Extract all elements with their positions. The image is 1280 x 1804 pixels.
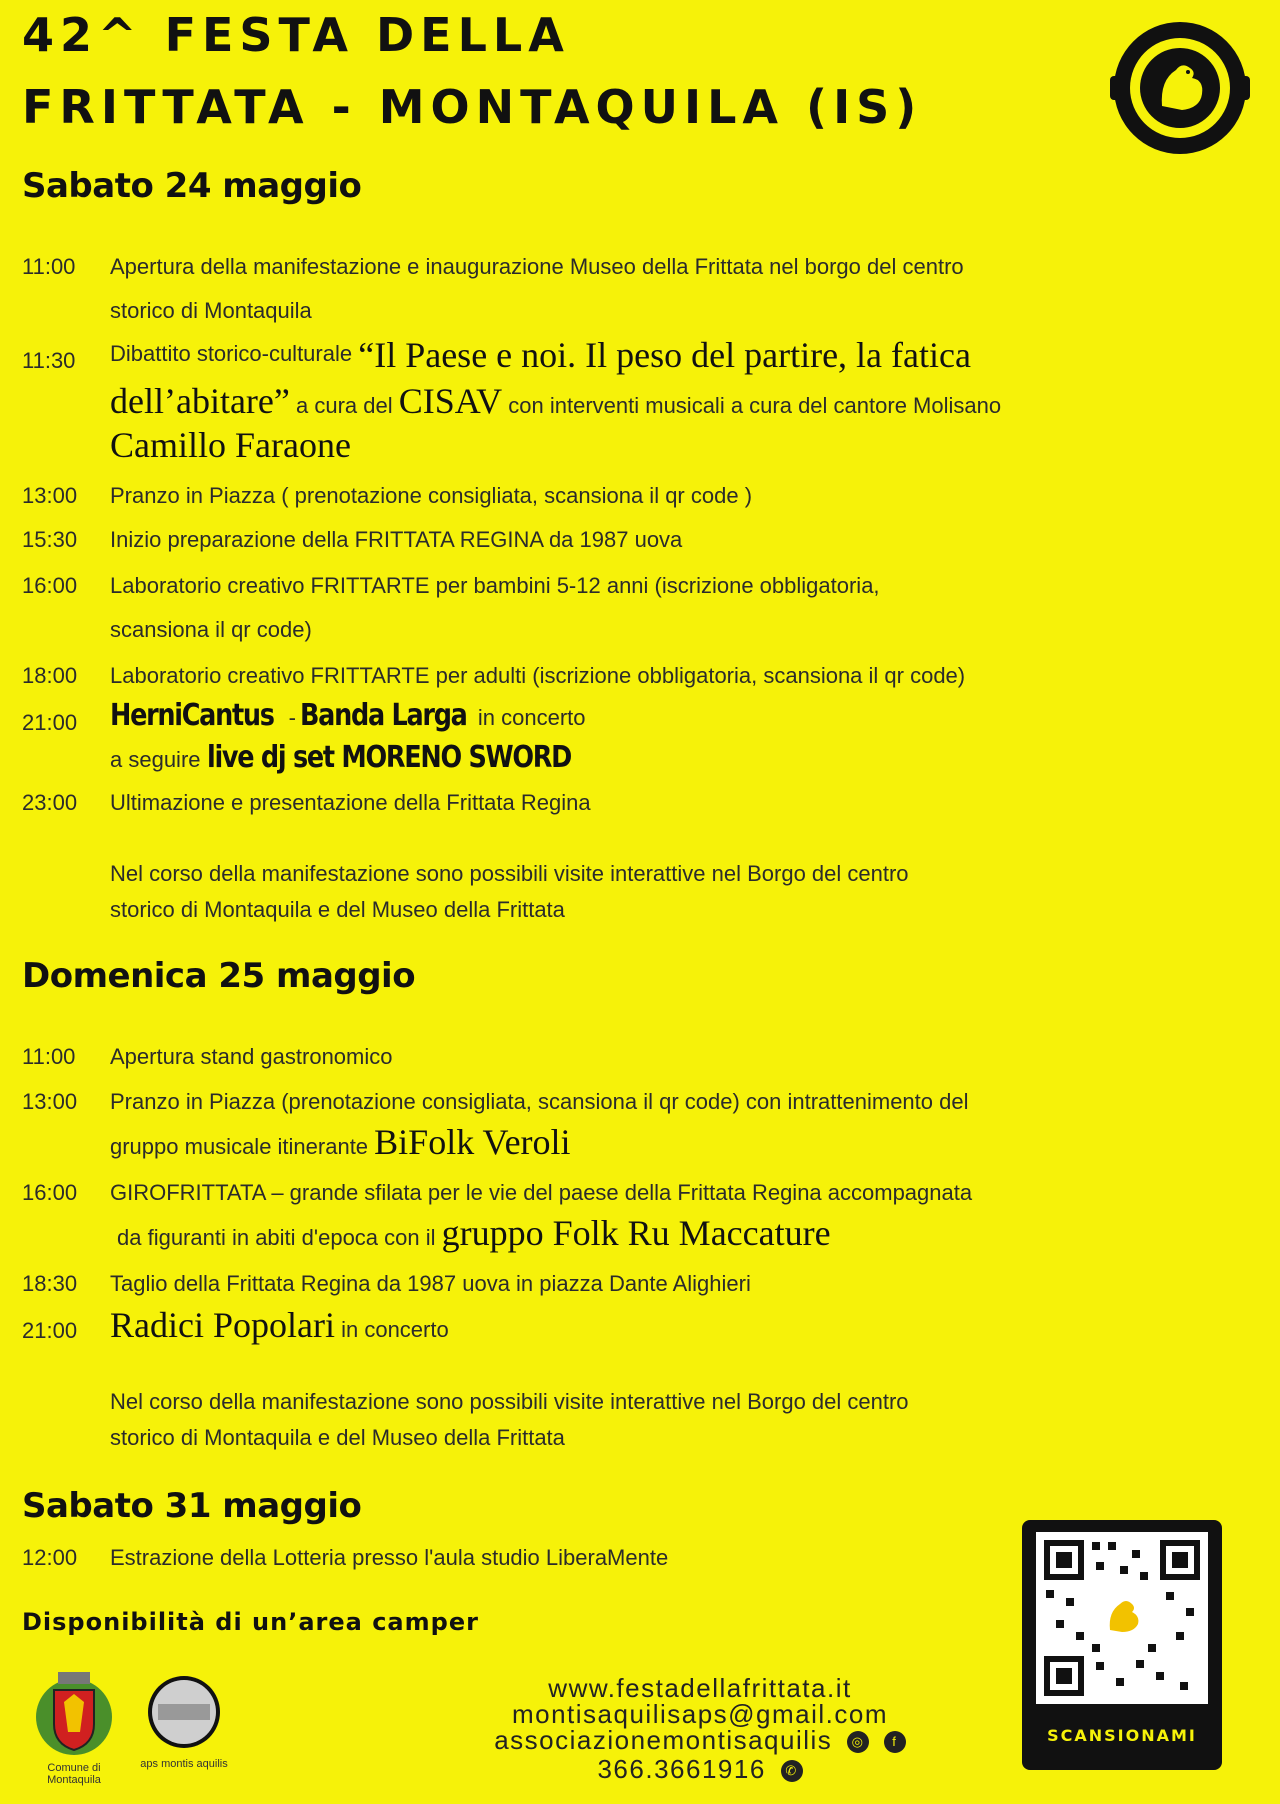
schedule-row: [22, 1304, 1262, 1352]
comune-caption: Comune di Montaquila: [47, 1762, 101, 1786]
title-line-1: 42^ FESTA DELLA: [22, 8, 570, 62]
aps-logo: [134, 1672, 234, 1770]
band-name-hernicantus: HerniCantus: [110, 698, 274, 733]
schedule-time: 11:00: [22, 1044, 76, 1069]
note-line: storico di Montaquila e del Museo della Frittata: [110, 1425, 565, 1450]
schedule-desc: Inizio preparazione della FRITTATA REGINA da 1987 uova: [110, 527, 683, 552]
band-name-banda-larga: Banda Larga: [299, 698, 467, 733]
dj-set-name: live dj set MORENO SWORD: [206, 740, 571, 775]
day-heading-saturday-31: Sabato 31 maggio: [22, 1486, 362, 1526]
schedule-desc: in concerto: [477, 705, 586, 730]
schedule-row: [22, 334, 1262, 464]
debate-title-cont: dell’abitare”: [110, 381, 290, 421]
visit-note-day2: [110, 1384, 1210, 1456]
schedule-time: 11:00: [22, 254, 76, 279]
schedule-desc: Ultimazione e presentazione della Frittata Regina: [110, 790, 591, 815]
schedule-desc: con interventi musicali a cura del cantore Molisano: [508, 393, 1002, 418]
schedule-desc: Laboratorio creativo FRITTARTE per bambini 5-12 anni (iscrizione obbligatoria,: [110, 573, 880, 598]
email-link[interactable]: montisaquilisaps@gmail.com: [511, 1699, 889, 1729]
schedule-row: [22, 254, 1262, 324]
website-link[interactable]: www.festadellafrittata.it: [548, 1673, 852, 1703]
schedule-desc: in concerto: [341, 1317, 449, 1342]
coat-of-arms-icon: [24, 1662, 124, 1762]
note-line: storico di Montaquila e del Museo della Frittata: [110, 897, 565, 922]
schedule-time: 13:00: [22, 1089, 78, 1114]
organizer-name: CISAV: [398, 381, 503, 421]
schedule-time: 16:00: [22, 1180, 78, 1205]
schedule-time: 18:00: [22, 663, 78, 688]
comune-logo: [24, 1662, 124, 1786]
schedule-desc: Taglio della Frittata Regina da 1987 uova in piazza Dante Alighieri: [110, 1271, 751, 1296]
schedule-desc: GIROFRITTATA – grande sfilata per le vie del paese della Frittata Regina accompagnata: [110, 1180, 973, 1205]
schedule-desc: Estrazione della Lotteria presso l'aula studio LiberaMente: [110, 1545, 669, 1570]
scan-me-label: SCANSIONAMI: [1047, 1726, 1197, 1745]
schedule-time: 15:30: [22, 527, 78, 552]
artist-name: BiFolk Veroli: [374, 1122, 571, 1162]
schedule-desc: Pranzo in Piazza ( prenotazione consigliata, scansiona il qr code ): [110, 483, 753, 508]
day-heading-sunday-25: Domenica 25 maggio: [22, 956, 416, 996]
schedule-time: 12:00: [22, 1545, 78, 1570]
schedule-desc-cont: scansiona il qr code): [110, 617, 312, 642]
association-badge-icon: [144, 1672, 224, 1752]
schedule-time: 23:00: [22, 790, 78, 815]
schedule-row: [22, 1180, 1262, 1260]
schedule-time: 13:00: [22, 483, 78, 508]
schedule-desc: Dibattito storico-culturale: [110, 341, 353, 366]
schedule-time: 16:00: [22, 573, 78, 598]
note-line: Nel corso della manifestazione sono possibili visite interattive nel Borgo del centro: [110, 861, 909, 886]
note-line: Nel corso della manifestazione sono possibili visite interattive nel Borgo del centro: [110, 1389, 909, 1414]
artist-name-radici-popolari: Radici Popolari: [110, 1305, 335, 1345]
schedule-desc: Laboratorio creativo FRITTARTE per adulti (iscrizione obbligatoria, scansiona il qr code): [110, 663, 966, 688]
phone-number[interactable]: [400, 1754, 1000, 1785]
schedule-desc: a cura del: [296, 393, 393, 418]
phone-text: 366.3661916: [597, 1754, 766, 1784]
schedule-row: [22, 573, 1262, 643]
schedule-time: 21:00: [22, 1318, 78, 1343]
aps-caption: aps montis aquilis: [140, 1758, 228, 1770]
visit-note-day1: [110, 856, 1210, 928]
schedule-desc: Apertura stand gastronomico: [110, 1044, 393, 1069]
schedule-row: [22, 1089, 1262, 1169]
debate-title: “Il Paese e noi. Il peso del partire, la fatica: [358, 335, 971, 375]
whatsapp-icon[interactable]: ✆: [781, 1760, 803, 1782]
title-line-2: FRITTATA - MONTAQUILA (IS): [22, 80, 923, 134]
schedule-desc: Apertura della manifestazione e inaugurazione Museo della Frittata nel borgo del centro: [110, 254, 964, 279]
schedule-desc: Pranzo in Piazza (prenotazione consigliata, scansiona il qr code) con intrattenimento del: [110, 1089, 969, 1114]
artist-name: gruppo Folk Ru Maccature: [441, 1213, 831, 1253]
schedule-time: 11:30: [22, 348, 76, 373]
schedule-time: 18:30: [22, 1271, 78, 1296]
facebook-icon[interactable]: f: [884, 1731, 906, 1753]
camper-area-notice: Disponibilità di un’area camper: [22, 1608, 479, 1636]
schedule-desc: a seguire: [110, 747, 201, 772]
schedule-desc-cont: gruppo musicale itinerante: [110, 1134, 369, 1159]
social-handle[interactable]: [420, 1725, 980, 1756]
band-separator: -: [288, 705, 296, 730]
instagram-icon[interactable]: ◎: [847, 1731, 869, 1753]
schedule-desc-cont: storico di Montaquila: [110, 298, 312, 323]
schedule-row: [22, 698, 1262, 788]
artist-name: Camillo Faraone: [110, 425, 351, 465]
schedule-desc-cont: da figuranti in abiti d'epoca con il: [117, 1225, 436, 1250]
social-handle-text: associazionemontisaquilis: [494, 1725, 833, 1755]
festival-logo: [1110, 18, 1250, 158]
qr-code-image[interactable]: [1036, 1532, 1208, 1704]
schedule-time: 21:00: [22, 710, 78, 735]
day-heading-saturday-24: Sabato 24 maggio: [22, 166, 362, 206]
